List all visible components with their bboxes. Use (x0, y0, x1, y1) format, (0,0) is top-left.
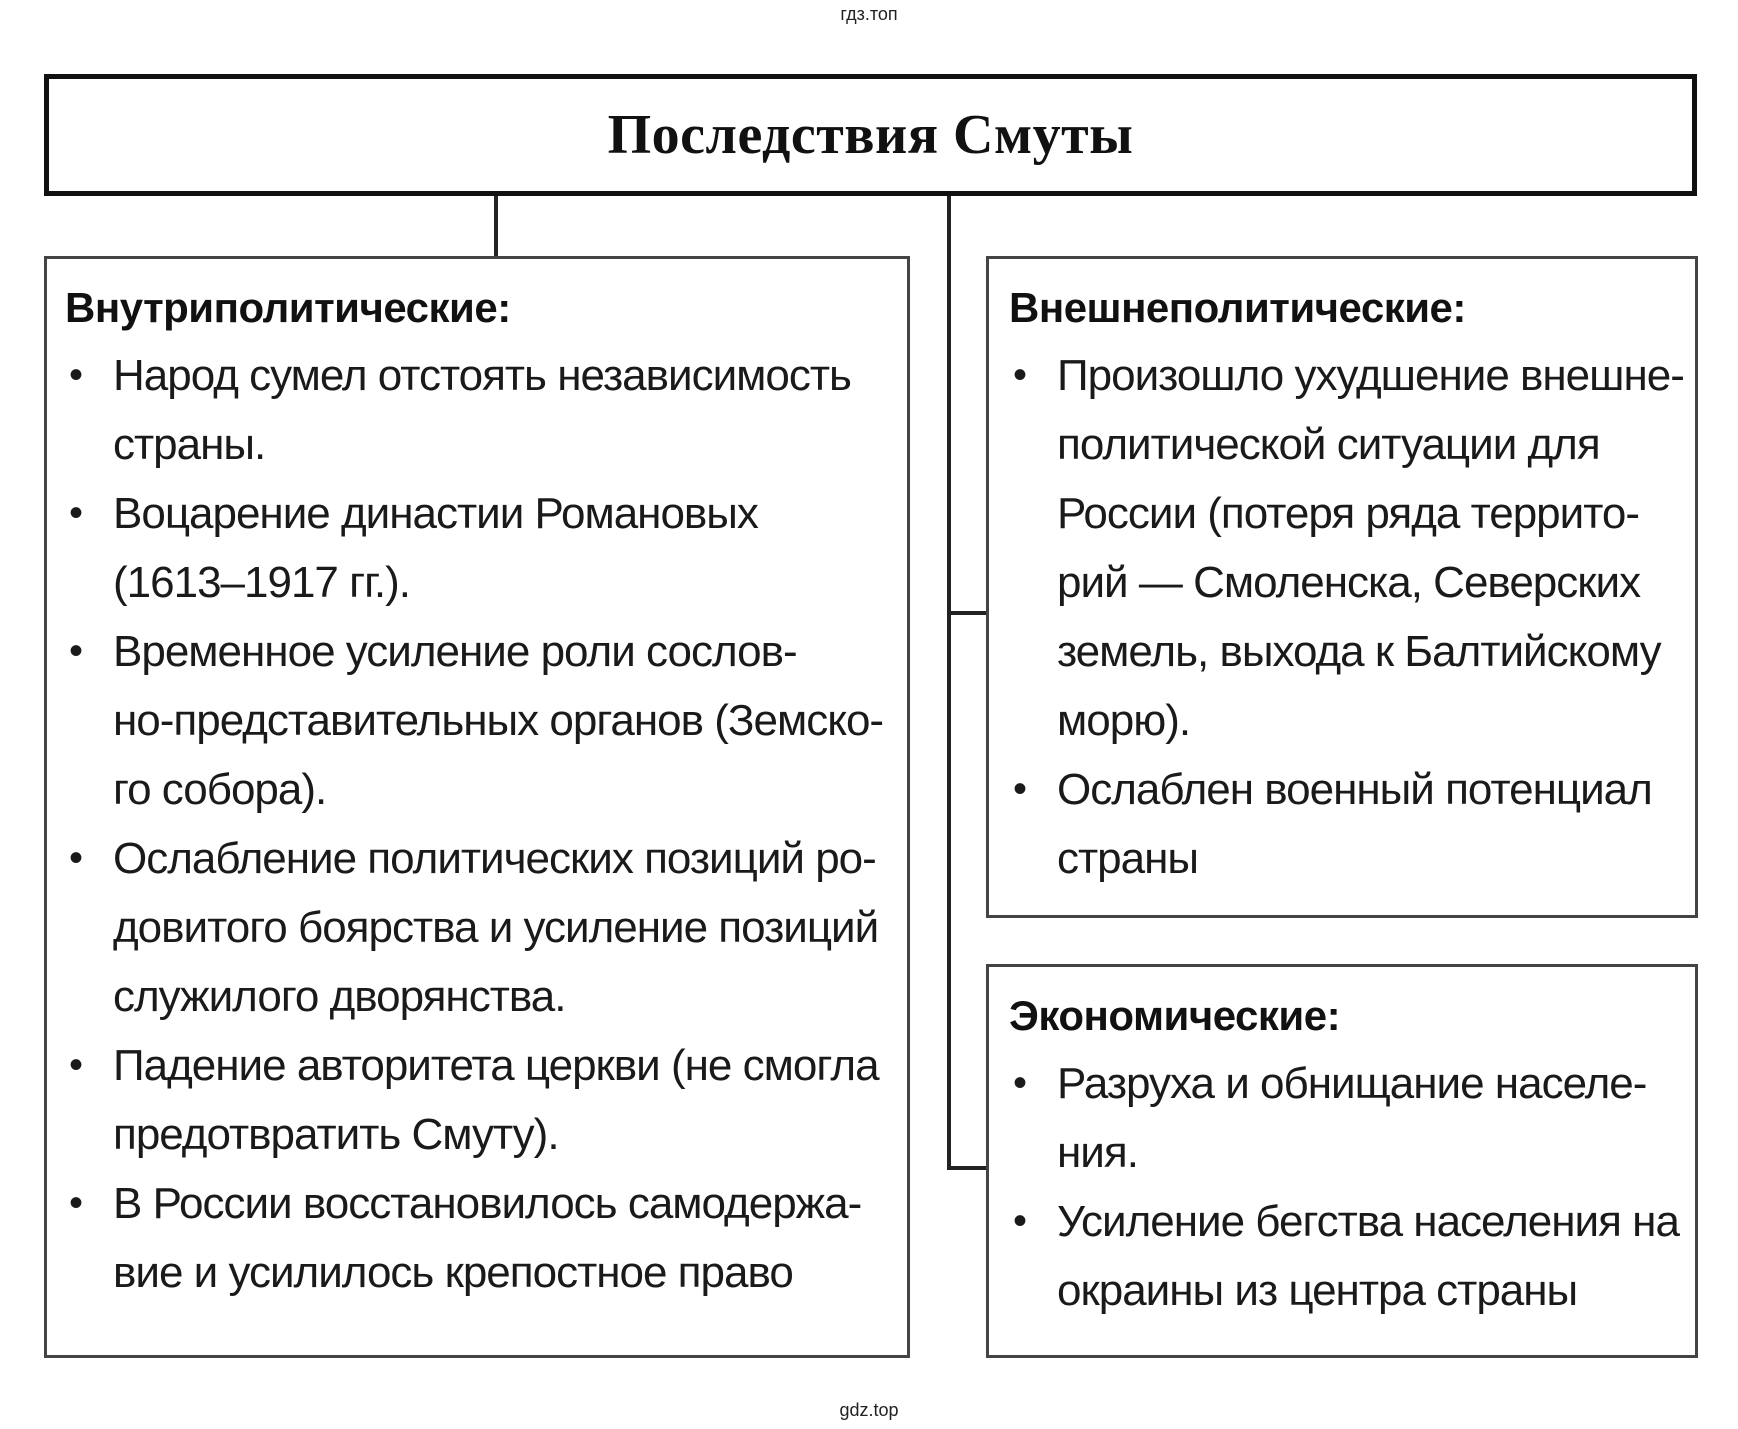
connector-title-to-internal (494, 196, 498, 256)
bullet-icon: • (69, 1043, 83, 1087)
internal-heading: Внутриполитические: (65, 284, 511, 331)
bullet-icon: • (1013, 767, 1027, 811)
connector-to-economic (947, 1166, 986, 1170)
list-item-text: Разруха и обнищание населе- ния. (1057, 1059, 1647, 1177)
list-item (1009, 1049, 1689, 1187)
list-item (1009, 341, 1689, 755)
economic-heading: Экономические: (1009, 992, 1341, 1039)
list-item (65, 479, 895, 617)
list-item-text: Народ сумел отстоять независимость страны. (113, 351, 851, 469)
connector-trunk-vertical (947, 196, 951, 1170)
diagram-title: Последствия Смуты (607, 104, 1134, 166)
internal-consequences-box (44, 256, 910, 1358)
external-list (1009, 341, 1689, 893)
list-item-text: Ослаблен военный потенциал страны (1057, 765, 1652, 883)
list-item (65, 341, 895, 479)
list-item (65, 1031, 895, 1169)
bullet-icon: • (1013, 1061, 1027, 1105)
list-item (65, 617, 895, 824)
bullet-icon: • (69, 353, 83, 397)
list-item (1009, 755, 1689, 893)
economic-consequences-box (986, 964, 1698, 1358)
list-item-text: Временное усиление роли сослов- но-представительных органов (Земско- го собора). (113, 627, 884, 814)
external-consequences-box (986, 256, 1698, 918)
list-item-text: Усиление бегства населения на окраины из центра страны (1057, 1197, 1679, 1315)
list-item (65, 1169, 895, 1307)
list-item (1009, 1187, 1689, 1325)
bullet-icon: • (69, 1181, 83, 1225)
economic-list (1009, 1049, 1689, 1325)
internal-list (65, 341, 895, 1307)
watermark-top: гдз.топ (840, 4, 898, 24)
bullet-icon: • (69, 491, 83, 535)
list-item-text: Ослабление политических позиций ро- довитого боярства и усиление позиций служилого дворянства. (113, 834, 879, 1021)
list-item-text: Воцарение династии Романовых (1613–1917 гг.). (113, 489, 758, 607)
bullet-icon: • (1013, 1199, 1027, 1243)
list-item-text: Произошло ухудшение внешне- политической ситуации для России (потеря ряда террито- рий — Смоленска, Северских земель, выхода к Балтийскому морю). (1057, 351, 1684, 745)
title-box (44, 74, 1697, 196)
bullet-icon: • (69, 629, 83, 673)
connector-to-external (947, 611, 986, 615)
bullet-icon: • (1013, 353, 1027, 397)
list-item (65, 824, 895, 1031)
watermark-bottom: gdz.top (839, 1400, 899, 1420)
bullet-icon: • (69, 836, 83, 880)
external-heading: Внешнеполитические: (1009, 284, 1466, 331)
list-item-text: В России восстановилось самодержа- вие и усилилось крепостное право (113, 1179, 862, 1297)
list-item-text: Падение авторитета церкви (не смогла предотвратить Смуту). (113, 1041, 879, 1159)
